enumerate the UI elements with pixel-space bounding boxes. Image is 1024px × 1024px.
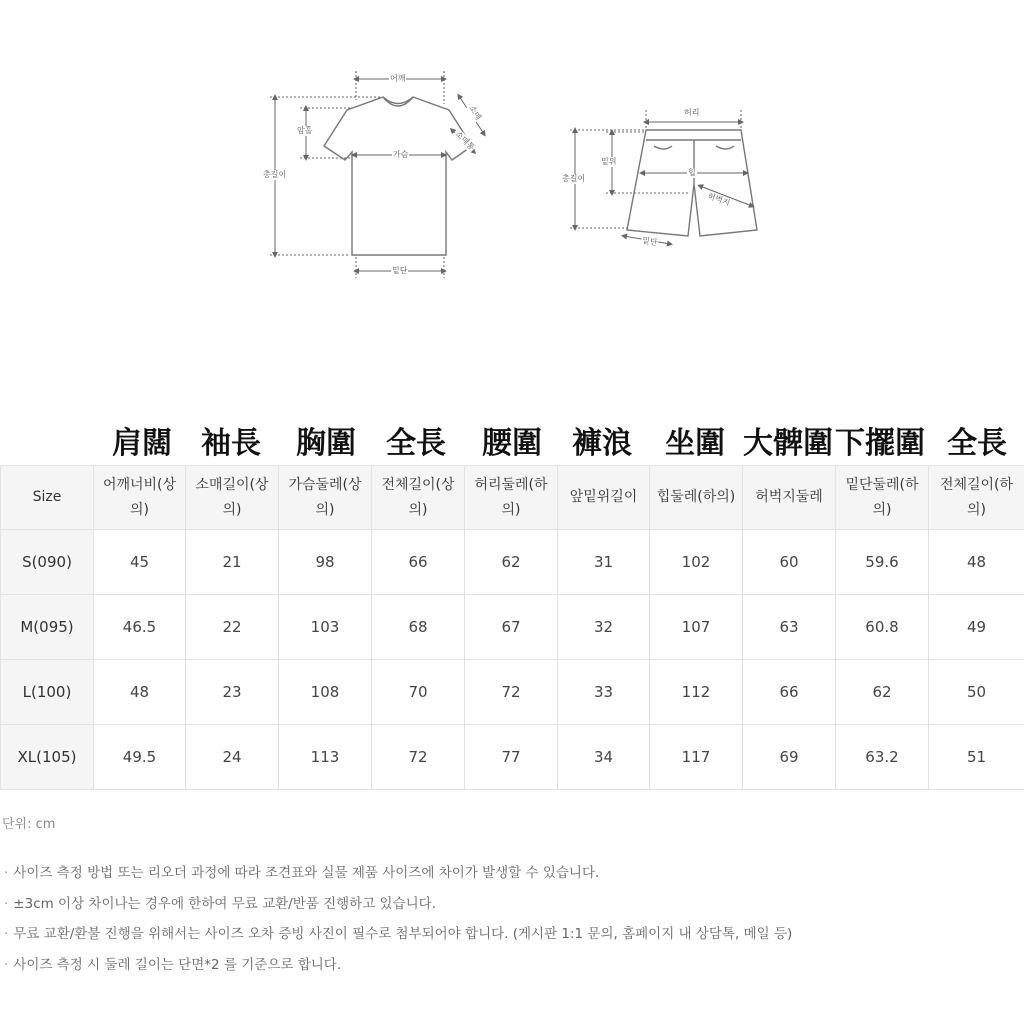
table-row — [1, 530, 1024, 595]
table-cell: 63 — [743, 595, 836, 660]
chinese-header: 坐圍 — [665, 426, 725, 461]
table-row — [1, 595, 1024, 660]
table-cell: 103 — [279, 595, 372, 660]
table-cell: 31 — [558, 530, 650, 595]
column-header: 소매길이(상의) — [186, 466, 279, 530]
label-chest: 가슴 — [393, 150, 409, 159]
table-cell: 117 — [650, 725, 743, 790]
table-cell: 49 — [929, 595, 1024, 660]
bullet-icon: · — [4, 956, 9, 973]
label-waist: 허리 — [684, 108, 700, 117]
label-total-length-top: 총길이 — [263, 170, 287, 179]
size-cell: XL(105) — [1, 725, 94, 790]
column-header: 힙둘레(하의) — [650, 466, 743, 530]
chinese-header: 全長 — [386, 426, 446, 461]
size-cell: L(100) — [1, 660, 94, 725]
label-hem-bottom: 밑단 — [641, 235, 659, 248]
table-cell: 63.2 — [836, 725, 929, 790]
table-cell: 69 — [743, 725, 836, 790]
bullet-icon: · — [4, 926, 9, 942]
column-header: 어깨너비(상의) — [94, 466, 186, 530]
table-cell: 66 — [372, 530, 465, 595]
label-shoulder: 어깨 — [390, 74, 406, 83]
table-cell: 51 — [929, 725, 1024, 790]
chinese-header: 腰圍 — [482, 426, 542, 461]
chinese-header: 袖長 — [201, 426, 261, 461]
table-cell: 50 — [929, 660, 1024, 725]
label-thigh: 허벅지 — [706, 191, 732, 208]
label-sleeve: 소매 — [467, 103, 484, 122]
table-cell: 113 — [279, 725, 372, 790]
table-cell: 72 — [465, 660, 558, 725]
note-item — [4, 862, 1014, 893]
note-item — [4, 893, 1014, 924]
label-armhole: 암홀 — [297, 126, 313, 135]
table-cell: 23 — [186, 660, 279, 725]
chinese-header: 褲浪 — [572, 426, 632, 461]
table-cell: 62 — [836, 660, 929, 725]
table-cell: 59.6 — [836, 530, 929, 595]
size-chart-table — [0, 465, 1024, 790]
measurement-diagrams — [0, 0, 1024, 300]
table-cell: 33 — [558, 660, 650, 725]
chinese-header: 下擺圍 — [835, 426, 925, 461]
table-cell: 77 — [465, 725, 558, 790]
table-cell: 70 — [372, 660, 465, 725]
table-cell: 24 — [186, 725, 279, 790]
table-header-row — [1, 466, 1024, 530]
size-cell: S(090) — [1, 530, 94, 595]
chinese-header: 大髀圍 — [743, 426, 833, 461]
unit-note: 단위: cm — [2, 817, 56, 832]
note-text: ±3cm 이상 차이나는 경우에 한하여 무료 교환/반품 진행하고 있습니다. — [13, 895, 437, 912]
table-cell: 102 — [650, 530, 743, 595]
table-cell: 22 — [186, 595, 279, 660]
table-cell: 98 — [279, 530, 372, 595]
table-cell: 45 — [94, 530, 186, 595]
chinese-header-row — [0, 418, 1024, 462]
note-text: 무료 교환/환불 진행을 위해서는 사이즈 오차 증빙 사진이 필수로 첨부되어야 합니다. (게시판 1:1 문의, 홈페이지 내 상담톡, 메일 등) — [13, 926, 793, 942]
table-cell: 60 — [743, 530, 836, 595]
tshirt-illustration — [324, 97, 472, 255]
label-hem-top: 밑단 — [392, 266, 408, 275]
shorts-illustration — [627, 130, 757, 236]
diagram-lines — [0, 0, 1024, 300]
column-header: Size — [1, 466, 94, 530]
table-cell: 32 — [558, 595, 650, 660]
note-text: 사이즈 측정 시 둘레 길이는 단면*2 를 기준으로 합니다. — [13, 956, 342, 973]
column-header: 앞밑위길이 — [558, 466, 650, 530]
column-header: 밑단둘레(하의) — [836, 466, 929, 530]
note-item — [4, 954, 1014, 985]
chinese-header: 全長 — [947, 426, 1007, 461]
column-header: 전체길이(하의) — [929, 466, 1024, 530]
chinese-header: 胸圍 — [296, 426, 356, 461]
table-cell: 66 — [743, 660, 836, 725]
table-cell: 62 — [465, 530, 558, 595]
column-header: 가슴둘레(상의) — [279, 466, 372, 530]
note-item — [4, 923, 1014, 954]
bullet-icon: · — [4, 865, 9, 881]
table-cell: 68 — [372, 595, 465, 660]
table-cell: 48 — [929, 530, 1024, 595]
table-cell: 21 — [186, 530, 279, 595]
column-header: 허리둘레(하의) — [465, 466, 558, 530]
table-cell: 46.5 — [94, 595, 186, 660]
label-hip: 힙 — [688, 168, 696, 177]
bullet-icon: · — [4, 895, 9, 912]
table-cell: 72 — [372, 725, 465, 790]
label-rise: 밑위 — [601, 157, 617, 166]
table-cell: 34 — [558, 725, 650, 790]
table-row — [1, 725, 1024, 790]
label-sleeve-opening: 소매통 — [453, 129, 477, 153]
chinese-header: 肩闊 — [112, 426, 172, 461]
table-cell: 108 — [279, 660, 372, 725]
table-cell: 49.5 — [94, 725, 186, 790]
column-header: 허벅지둘레 — [743, 466, 836, 530]
table-cell: 112 — [650, 660, 743, 725]
table-cell: 48 — [94, 660, 186, 725]
note-text: 사이즈 측정 방법 또는 리오더 과정에 따라 조견표와 실물 제품 사이즈에 차이가 발생할 수 있습니다. — [13, 865, 600, 881]
table-cell: 107 — [650, 595, 743, 660]
column-header: 전체길이(상의) — [372, 466, 465, 530]
table-row — [1, 660, 1024, 725]
table-cell: 60.8 — [836, 595, 929, 660]
notes-list — [4, 862, 1014, 984]
size-cell: M(095) — [1, 595, 94, 660]
table-cell: 67 — [465, 595, 558, 660]
label-total-length-bottom: 총길이 — [562, 174, 586, 183]
